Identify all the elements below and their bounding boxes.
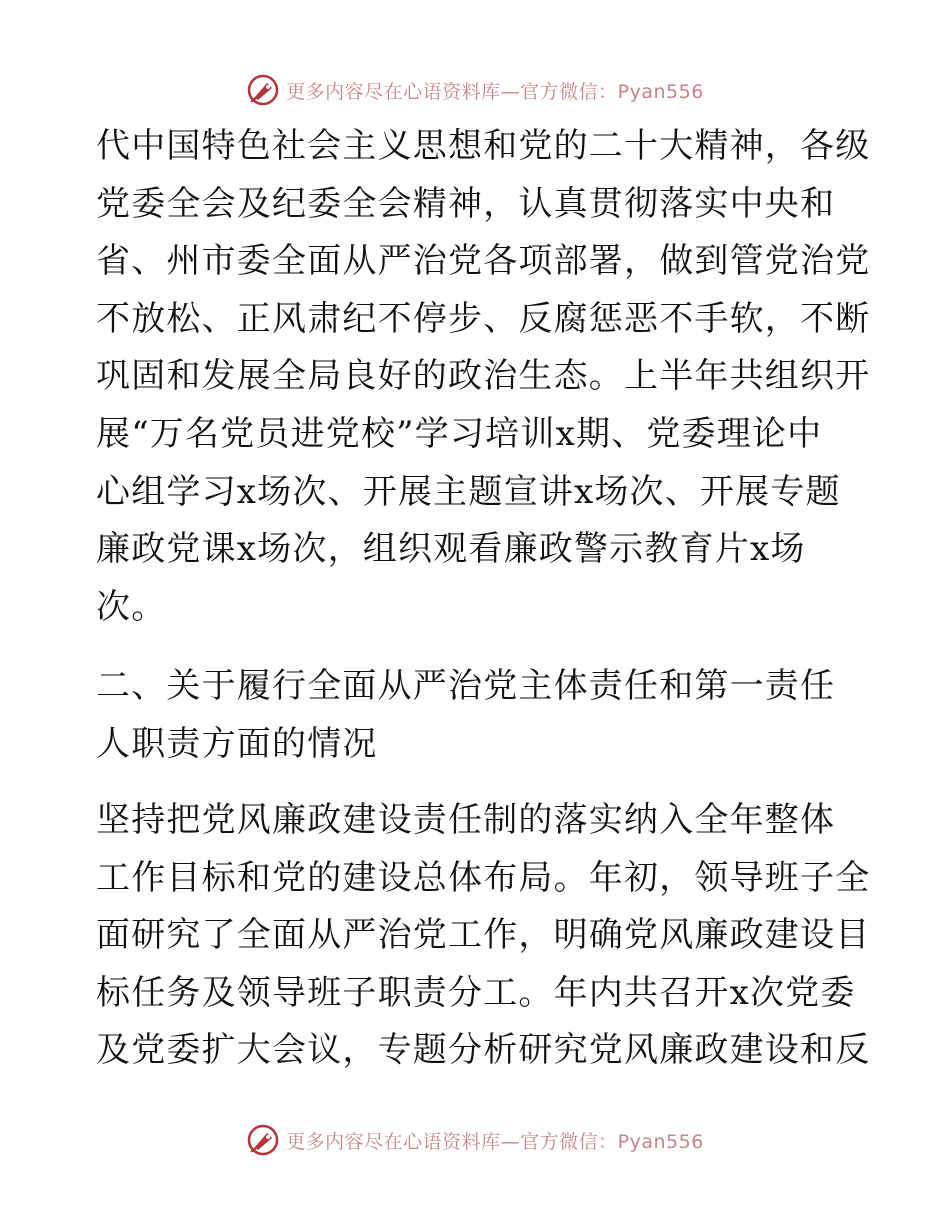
text-line: 廉政党课x场次，组织观看廉政警示教育片x场 — [96, 529, 806, 570]
header-banner-text: 更多内容尽在心语资料库—官方微信：Pyan556 — [286, 80, 704, 103]
text-line: 工作目标和党的建设总体布局。年初，领导班子全 — [96, 857, 871, 898]
pen-nib-logo-icon — [246, 1123, 280, 1157]
text-line: 不放松、正风肃纪不停步、反腐惩恶不手软，不断 — [96, 298, 871, 339]
text-line: 党委全会及纪委全会精神，认真贯彻落实中央和 — [96, 183, 836, 224]
text-line: 巩固和发展全局良好的政治生态。上半年共组织开 — [96, 356, 871, 397]
text-line: 心组学习x场次、开展主题宣讲x场次、开展专题 — [96, 471, 841, 512]
paragraph-1 — [96, 118, 871, 636]
heading-line: 人职责方面的情况 — [96, 723, 378, 764]
text-line: 面研究了全面从严治党工作，明确党风廉政建设目 — [96, 915, 871, 956]
text-line: 及党委扩大会议，专题分析研究党风廉政建设和反 — [96, 1030, 871, 1071]
paragraph-2 — [96, 792, 871, 1080]
pen-nib-logo-icon — [246, 73, 280, 107]
footer-banner-text: 更多内容尽在心语资料库—官方微信：Pyan556 — [286, 1130, 704, 1153]
text-line: 展“万名党员进党校”学习培训x期、党委理论中 — [96, 413, 823, 454]
footer-banner — [0, 1120, 950, 1160]
text-line: 标任务及领导班子职责分工。年内共召开x次党委 — [96, 972, 856, 1013]
text-line: 次。 — [96, 586, 167, 627]
text-line: 代中国特色社会主义思想和党的二十大精神，各级 — [96, 126, 871, 166]
text-line: 坚持把党风廉政建设责任制的落实纳入全年整体 — [96, 800, 836, 840]
header-banner — [0, 70, 950, 110]
text-line: 省、州市委全面从严治党各项部署，做到管党治党 — [96, 241, 871, 282]
heading-line: 二、关于履行全面从严治党主体责任和第一责任 — [96, 666, 836, 706]
section-heading-2 — [96, 658, 856, 773]
